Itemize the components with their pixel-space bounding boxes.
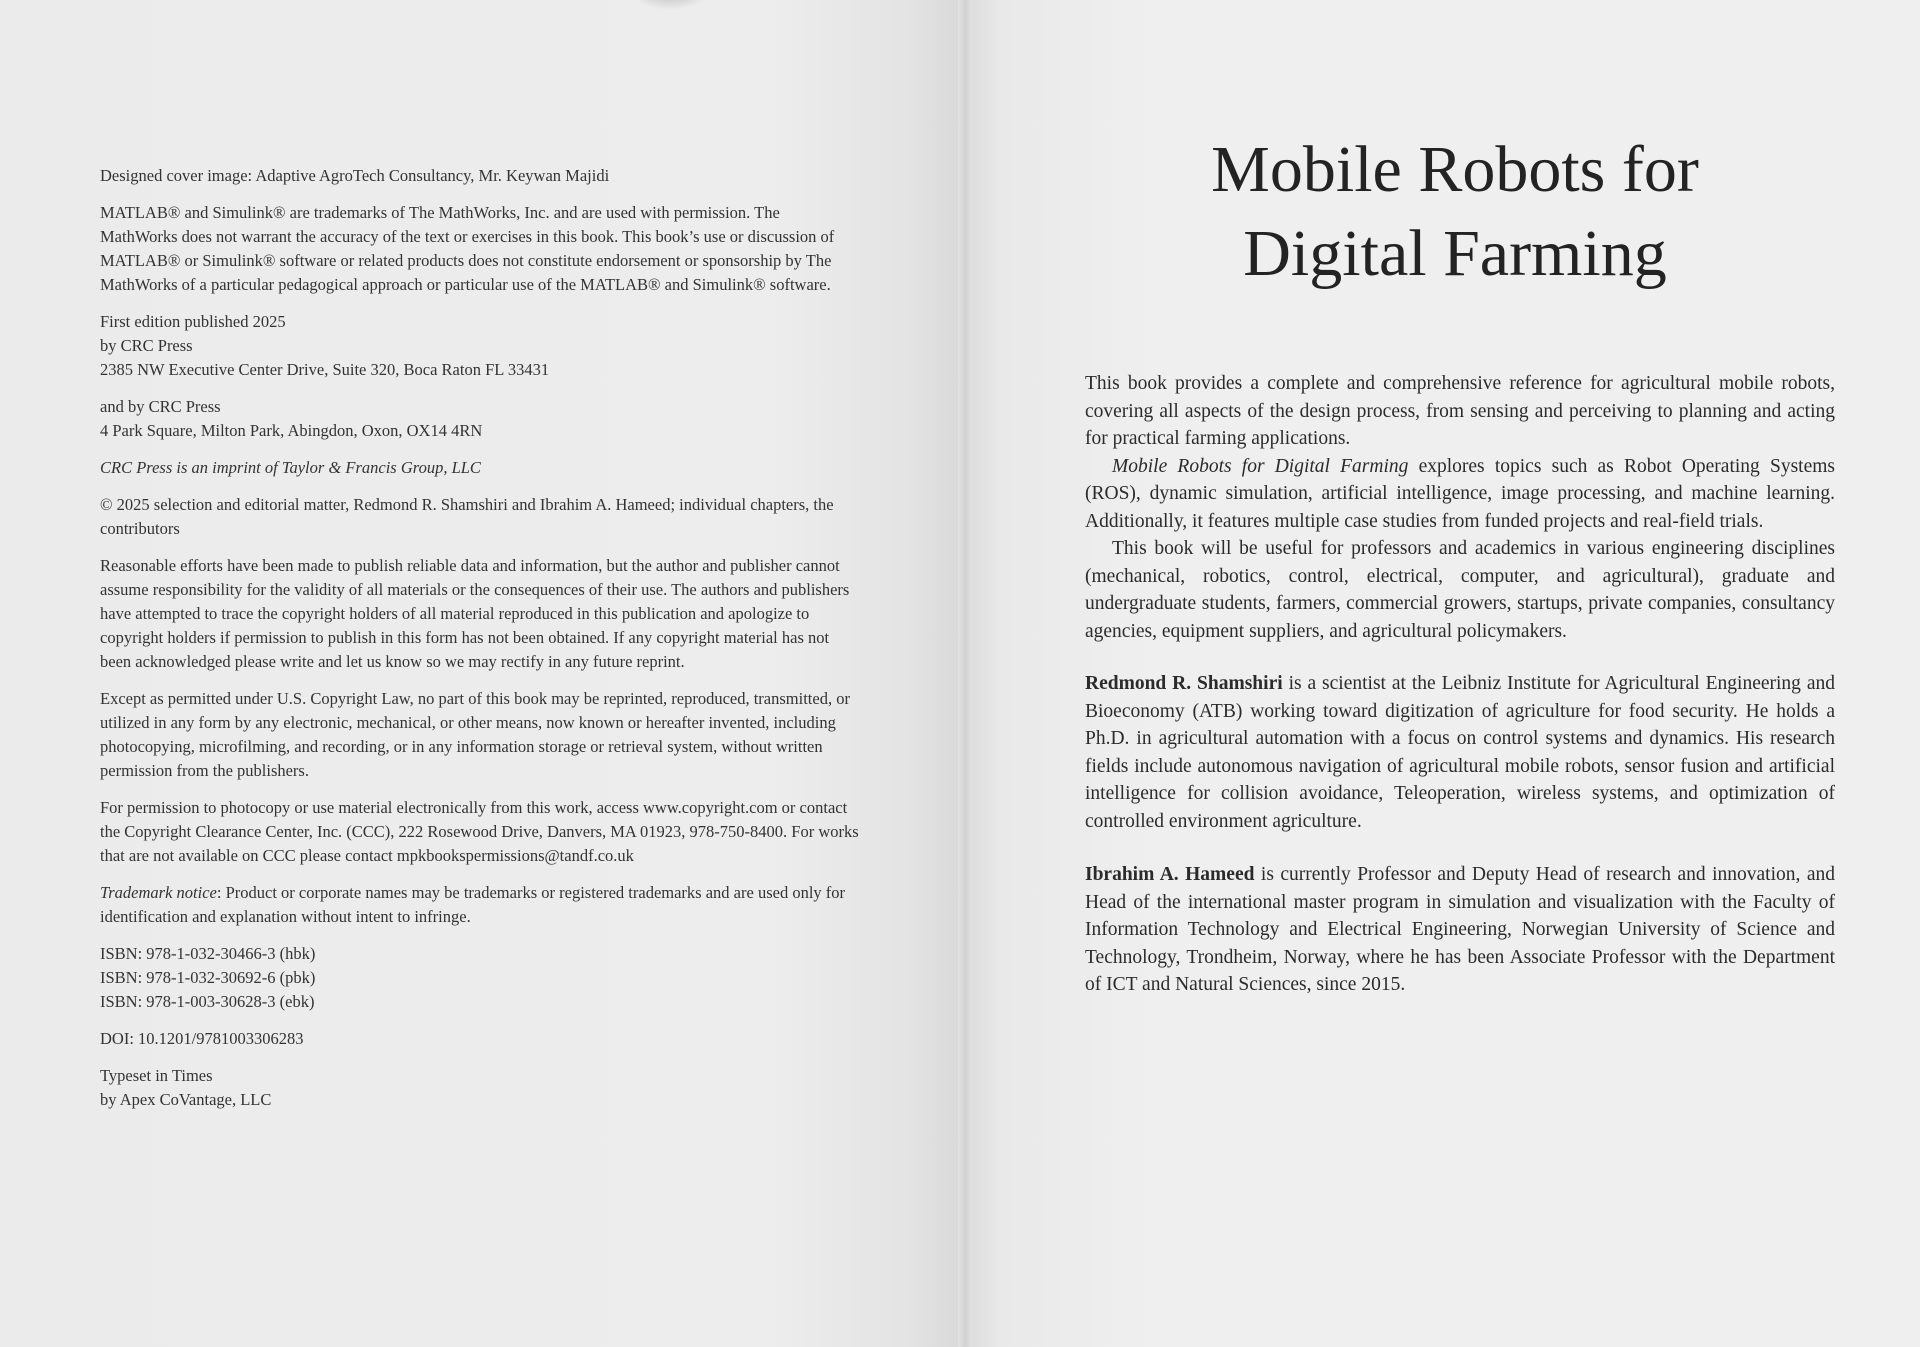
- trademark-notice-label: Trademark notice: [100, 883, 217, 902]
- imprint-note: [100, 456, 860, 480]
- isbn-ebk: ISBN: 978-1-003-30628-3 (ebk): [100, 992, 315, 1011]
- doi: DOI: 10.1201/9781003306283: [100, 1029, 304, 1048]
- author-bio-2: [1085, 861, 1835, 999]
- edition-publisher: by CRC Press: [100, 336, 193, 355]
- author-2-name: Ibrahim A. Hameed: [1085, 864, 1255, 885]
- title-line-1: Mobile Robots for: [1211, 133, 1699, 206]
- disclaimer: Reasonable efforts have been made to publish reliable data and information, but the author and publisher cannot assume responsibility for the validity of all materials or the consequences of their use. The authors and publishers have attempted to trace the copyright holders of all material reproduced in this publication and apologize to copyright holders if permission to publish in this form has not been obtained. If any copyright material has not been acknowledged please write and let us know so we may rectify in any future reprint.: [100, 556, 850, 671]
- cover-credit: Designed cover image: Adaptive AgroTech Consultancy, Mr. Keywan Majidi: [100, 166, 610, 185]
- blurb-paragraph-1: This book provides a complete and comprehensive reference for agricultural mobile robots, covering all aspects of the design process, from sensing and perceiving to planning and acting for practical farming applications.: [1085, 373, 1835, 449]
- uk-publisher-name: and by CRC Press: [100, 397, 221, 416]
- author-1-bio: is a scientist at the Leibniz Institute for Agricultural Engineering and Bioeconomy (ATB) working toward digitization of agriculture for food security. He holds a Ph.D. in agricultural automation with a focus on control systems and dynamics. His research fields include autonomous navigation of agricultural mobile robots, sensor fusion and artificial intelligence for collision avoidance, Teleoperation, wireless systems, and optimization of controlled environment agriculture.: [1085, 673, 1835, 832]
- imprint-text: CRC Press is an imprint of Taylor & Francis Group, LLC: [100, 458, 481, 477]
- book-gutter: [958, 0, 972, 1347]
- edition-info: [100, 310, 860, 382]
- matlab-trademark: MATLAB® and Simulink® are trademarks of The MathWorks, Inc. and are used with permission. The MathWorks does not warrant the accuracy of the text or exercises in this book. This book’s use or discussion of MATLAB® or Simulink® software or related products does not constitute endorsement or sponsorship by The MathWorks of a particular pedagogical approach or particular use of the MATLAB® and Simulink® software.: [100, 203, 835, 294]
- trademark-notice-text: : Product or corporate names may be trademarks or registered trademarks and are used only for identification and explanation without intent to infringe.: [100, 883, 846, 926]
- typeset-font: Typeset in Times: [100, 1066, 213, 1085]
- trademark-notice: [100, 881, 860, 929]
- book-description: [1085, 370, 1835, 999]
- isbn-hbk: ISBN: 978-1-032-30466-3 (hbk): [100, 944, 316, 963]
- blurb-p2-text: explores topics such as Robot Operating Systems (ROS), dynamic simulation, artificial intelligence, image processing, and machine learning. Additionally, it features multiple case studies from funded projects and real-field trials.: [1085, 455, 1835, 532]
- blurb-paragraph-2: [1085, 453, 1835, 536]
- uk-publisher-address: 4 Park Square, Milton Park, Abingdon, Oxon, OX14 4RN: [100, 421, 483, 440]
- isbn-pbk: ISBN: 978-1-032-30692-6 (pbk): [100, 968, 316, 987]
- isbn-list: [100, 942, 860, 1014]
- typeset-by: by Apex CoVantage, LLC: [100, 1090, 272, 1109]
- blurb-paragraph-3: This book will be useful for professors and academics in various engineering disciplines (mechanical, robotics, control, electrical, computer, and agricultural), graduate and undergraduate students, farmers, commercial growers, startups, private companies, consultancy agencies, equipment suppliers, and agricultural policymakers.: [1085, 538, 1835, 642]
- book-title: [1120, 128, 1790, 296]
- copyright-notice: © 2025 selection and editorial matter, Redmond R. Shamshiri and Ibrahim A. Hameed; individual chapters, the contributors: [100, 495, 834, 538]
- typeset-info: [100, 1064, 860, 1112]
- copyright-page: [100, 164, 860, 1125]
- author-2-bio: is currently Professor and Deputy Head of research and innovation, and Head of the international master program in simulation and visualization with the Faculty of Information Technology and Electrical Engineering, Norwegian University of Science and Technology, Trondheim, Norway, where he has been Associate Professor with the Department of ICT and Natural Sciences, since 2015.: [1085, 864, 1835, 995]
- edition-address: 2385 NW Executive Center Drive, Suite 320, Boca Raton FL 33431: [100, 360, 550, 379]
- edition-line: First edition published 2025: [100, 312, 286, 331]
- author-1-name: Redmond R. Shamshiri: [1085, 673, 1283, 694]
- copyright-law: Except as permitted under U.S. Copyright Law, no part of this book may be reprinted, reproduced, transmitted, or utilized in any form by any electronic, mechanical, or other means, now known or hereafter invented, including photocopying, microfilming, and recording, or in any information storage or retrieval system, without written permission from the publishers.: [100, 689, 850, 780]
- blurb-title-italic: Mobile Robots for Digital Farming: [1112, 455, 1409, 477]
- title-line-2: Digital Farming: [1243, 217, 1667, 290]
- permissions-info: For permission to photocopy or use material electronically from this work, access www.copyright.com or contact the Copyright Clearance Center, Inc. (CCC), 222 Rosewood Drive, Danvers, MA 01923, 978-750-8400. For works that are not available on CCC please contact mpkbookspermissions@tandf.co.uk: [100, 798, 859, 865]
- author-bio-1: [1085, 670, 1835, 835]
- uk-publisher: [100, 395, 860, 443]
